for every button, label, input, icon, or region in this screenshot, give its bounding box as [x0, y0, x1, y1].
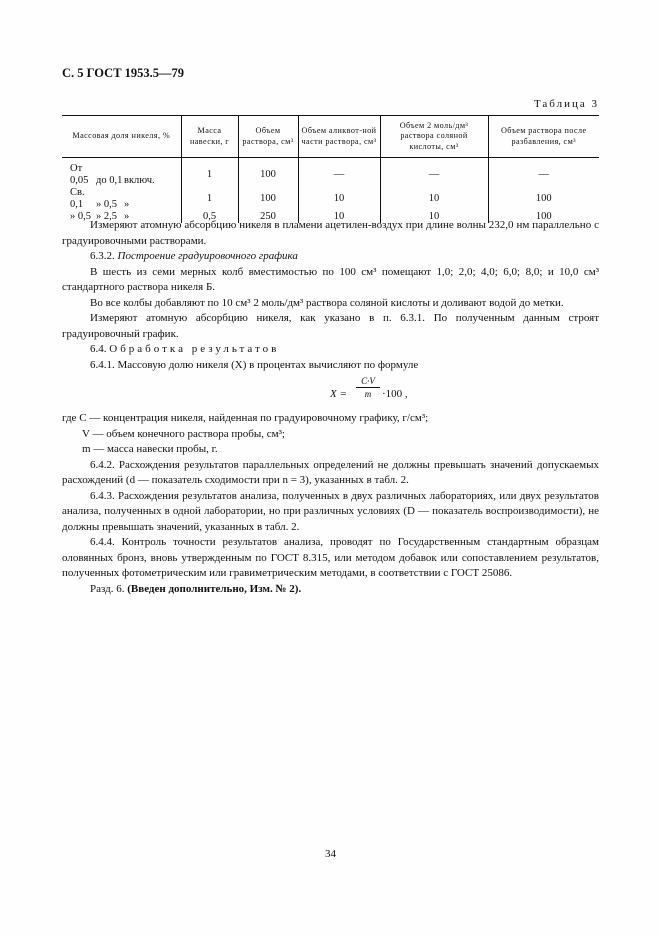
table-row — [62, 187, 599, 211]
amendment-note: Разд. 6. (Введен дополнительно, Изм. № 2). — [90, 582, 302, 595]
cell-volume: 100 — [238, 158, 298, 188]
cell-volume: 100 — [238, 187, 298, 211]
formula-fraction — [356, 375, 380, 400]
paragraph: V — объем конечного раствора пробы, см³; — [82, 427, 285, 440]
cell-dilution: — — [488, 158, 599, 188]
col-header-mass: Масса навески, г — [181, 116, 238, 158]
table-3 — [62, 115, 599, 223]
formula-numerator: C·V — [356, 375, 380, 388]
page-number: 34 — [325, 848, 336, 860]
cell-hcl: — — [380, 158, 488, 188]
paragraph: 6.4.2. Расхождения результатов параллельных определений не должны превышать значений допускаемых расхождений (d — показатель сходимости при n = 3), указанных в табл. 2. — [62, 458, 599, 486]
col-header-hcl: Объем 2 моль/дм³ раствора соляной кислоты, см³ — [380, 116, 488, 158]
col-header-dilution: Объем раствора после разбавления, см³ — [488, 116, 599, 158]
cell-dilution: 100 — [488, 211, 599, 223]
paragraph: 6.4.1. Массовую долю никеля (X) в процентах вычисляют по формуле — [90, 358, 419, 371]
cell-dilution: 100 — [488, 187, 599, 211]
paragraph: 6.4.4. Контроль точности результатов анализа, проводят по Государственным стандартным образцам оловянных бронз, вновь утвержденным по ГОСТ 8.315, или методом добавок или сопоставлением результатов, полученных фотометрическим или гравиметрическим методами, в соответствии с ГОСТ 25086. — [62, 536, 599, 579]
paragraph: 6.4.3. Расхождения результатов анализа, полученных в двух различных лабораториях, или двух результатов анализа, полученных в одной лаборатории, но при различных условиях (D — показатель воспроизводимости), не должны превышать значений, указанных в табл. 2. — [62, 489, 599, 533]
cell-mass: 0,5 — [181, 211, 238, 223]
page-header: С. 5 ГОСТ 1953.5—79 — [62, 66, 185, 80]
table-caption: Таблица 3 — [533, 98, 599, 110]
section-heading: 6.4. Обработка результатов — [90, 343, 280, 355]
paragraph: Измеряют атомную абсорбцию никеля в пламени ацетилен-воздух при длине волны 232,0 нм параллельно с градуировочными растворами. — [62, 219, 599, 247]
paragraph: m — масса навески пробы, г. — [82, 443, 218, 455]
cell-mass: 1 — [181, 187, 238, 211]
col-header-volume: Объем раствора, см³ — [238, 116, 298, 158]
table-row — [62, 158, 599, 188]
cell-range: Св. 0,1 » 0,5 » — [70, 187, 130, 210]
cell-aliquot: — — [298, 158, 380, 188]
cell-hcl: 10 — [380, 187, 488, 211]
cell-range: » 0,5 » 2,5 » — [70, 211, 130, 222]
cell-range: От 0,05 до 0,1 включ. — [70, 163, 155, 186]
formula-denominator: m — [364, 389, 372, 399]
formula-rhs: ·100 , — [382, 388, 408, 400]
paragraph: Во все колбы добавляют по 10 см³ 2 моль/дм³ раствора соляной кислоты и доливают водой до метки. — [90, 296, 564, 309]
cell-volume: 250 — [238, 211, 298, 223]
formula — [62, 373, 599, 411]
paragraph: В шесть из семи мерных колб вместимостью по 100 см³ помещают 1,0; 2,0; 4,0; 6,0; 8,0; и 10,0 см³ стандартного раствора никеля Б. — [62, 265, 599, 293]
table-header-row — [62, 116, 599, 158]
subsection-heading: 6.3.2. Построение градуировочного графика — [90, 250, 298, 262]
body-text — [62, 218, 599, 597]
col-header-aliquot: Объем аликвот-ной части раствора, см³ — [298, 116, 380, 158]
paragraph: где C — концентрация никеля, найденная по градуировочному графику, г/см³; — [62, 412, 429, 424]
cell-aliquot: 10 — [298, 187, 380, 211]
cell-aliquot: 10 — [298, 211, 380, 223]
cell-hcl: 10 — [380, 211, 488, 223]
paragraph: Измеряют атомную абсорбцию никеля, как указано в п. 6.3.1. По полученным данным строят градуировочный график. — [62, 312, 599, 340]
cell-mass: 1 — [181, 158, 238, 188]
formula-lhs: X = — [330, 388, 347, 400]
col-header-nickel: Массовая доля никеля, % — [62, 116, 181, 158]
